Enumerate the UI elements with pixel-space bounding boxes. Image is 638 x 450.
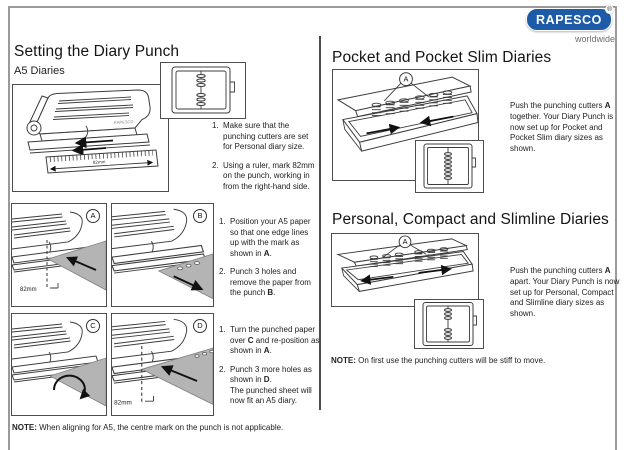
- illustration-panel-a: [11, 203, 107, 307]
- illustration-panel-c: [11, 313, 107, 416]
- illustration-open-punch-apart: [331, 233, 479, 307]
- illustration-panel-b: [111, 203, 214, 307]
- step-item: 2. Using a ruler, mark 82mm on the punch, working in from the right-hand side.: [212, 160, 315, 191]
- instruction-pocket: Push the punching cutters A together. Your Diary Punch is now set up for Pocket and Pocket Slim diary sizes as shown.: [510, 101, 614, 154]
- panel-a-dimension-label: 82mm: [20, 287, 37, 293]
- brand-logo: [526, 8, 618, 44]
- open-punch-apart-drawing: [332, 234, 478, 306]
- panel-letter-badge: C: [86, 319, 100, 333]
- illustration-personal-diary: [414, 299, 484, 349]
- steps-turn-paper: [219, 325, 321, 415]
- punch-brand-mark: RAPESCO: [113, 118, 134, 125]
- brand-name: RAPESCO: [535, 12, 603, 27]
- illustration-a5-diary: [160, 62, 246, 119]
- brand-tagline: worldwide: [574, 34, 615, 44]
- note-text: When aligning for A5, the centre mark on the punch is not applicable.: [36, 423, 284, 432]
- step-item: 1. Turn the punched paper over C and re-position as shown in A.: [219, 325, 320, 356]
- panel-letter-badge: A: [86, 209, 100, 223]
- cutters-label-badge: A: [402, 237, 408, 247]
- step-item: 2. Punch 3 holes and remove the paper from the punch B.: [219, 267, 311, 298]
- note-text: On first use the punching cutters will be stiff to move.: [355, 356, 546, 365]
- a5-diary-drawing: [161, 63, 245, 118]
- section-title-personal: Personal, Compact and Slimline Diaries: [332, 211, 609, 228]
- steps-punch-a5: [219, 217, 319, 307]
- section-subtitle-a5: A5 Diaries: [14, 65, 65, 77]
- panel-d-dimension-label: 82mm: [114, 399, 132, 407]
- note-right: [331, 356, 611, 365]
- brand-logo-pill: [526, 8, 612, 31]
- illustration-pocket-diary: [415, 140, 484, 193]
- section-title-pocket: Pocket and Pocket Slim Diaries: [332, 49, 552, 66]
- step-item: 1. Position your A5 paper so that one edge lines up with the mark as shown in A.: [219, 217, 311, 258]
- step-item: 2. Punch 3 more holes as shown in D. The punched sheet will now fit an A5 diary.: [219, 364, 312, 406]
- note-label: NOTE:: [331, 356, 356, 365]
- illustration-panel-d: [111, 313, 214, 416]
- cutters-label-badge: A: [403, 74, 409, 84]
- pocket-diary-drawing: [416, 141, 483, 192]
- personal-diary-drawing: [415, 300, 483, 348]
- panel-letter-badge: B: [193, 209, 207, 223]
- registered-trademark-icon: ®: [605, 5, 614, 14]
- punch-with-ruler-drawing: [13, 85, 168, 191]
- illustration-punch-ruler: [12, 84, 169, 192]
- step-item: 1. Make sure that the punching cutters are set for Personal diary size.: [212, 121, 309, 152]
- ruler-dimension-label: 82mm: [92, 159, 106, 165]
- note-label: NOTE:: [12, 423, 37, 432]
- instruction-personal: Push the punching cutters A apart. Your Diary Punch is now set up for Personal, Compact and Slimline diary sizes as shown.: [510, 266, 620, 319]
- panel-letter-badge: D: [193, 319, 207, 333]
- note-left: [12, 423, 318, 432]
- steps-setting: [212, 121, 316, 200]
- section-title-setting: Setting the Diary Punch: [14, 43, 180, 60]
